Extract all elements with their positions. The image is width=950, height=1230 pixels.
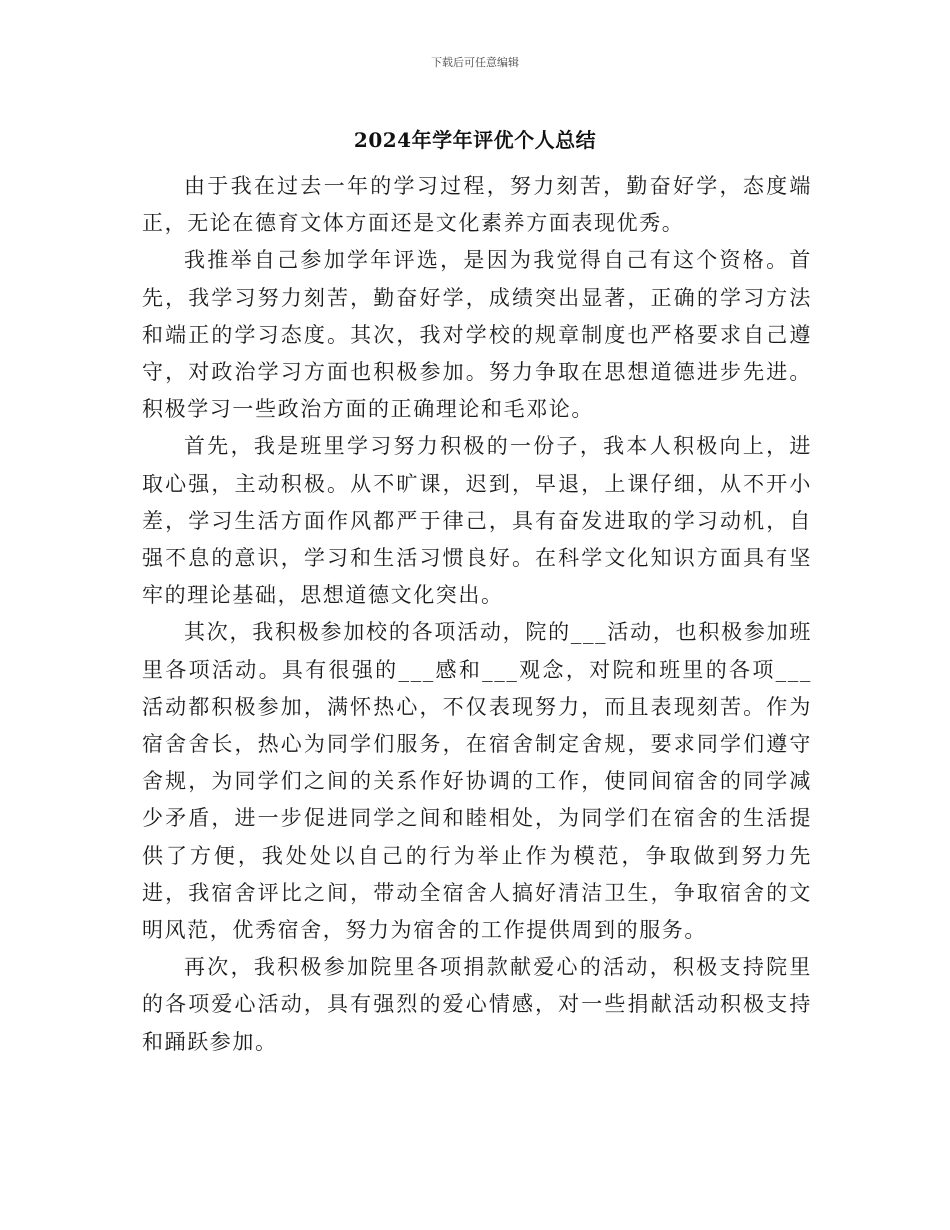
paragraph-3: 首先，我是班里学习努力积极的一份子，我本人积极向上，进取心强，主动积极。从不旷课，迟到，早退，上课仔细，从不开小差，学习生活方面作风都严于律己，具有奋发进取的学习动机，自强不息的意识，学习和生活习惯良好。在科学文化知识方面具有坚牢的理论基础，思想道德文化突出。 bbox=[142, 434, 812, 608]
document-title: 2024年学年评优个人总结 bbox=[353, 128, 597, 152]
paragraph-4: 其次，我积极参加校的各项活动，院的___活动，也积极参加班里各项活动。具有很强的___感和___观念，对院和班里的各项___活动都积极参加，满怀热心，不仅表现努力，而且表现刻苦。作为宿舍舍长，热心为同学们服务，在宿舍制定舍规，要求同学们遵守舍规，为同学们之间的关系作好协调的工作，使同间宿舍的同学减少矛盾，进一步促进同学之间和睦相处，为同学们在宿舍的生活提供了方便，我处处以自己的行为举止作为模范，争取做到努力先进，我宿舍评比之间，带动全宿舍人搞好清洁卫生，争取宿舍的文明风范，优秀宿舍，努力为宿舍的工作提供周到的服务。 bbox=[142, 620, 812, 943]
paragraph-5: 再次，我积极参加院里各项捐款献爱心的活动，积极支持院里的各项爱心活动，具有强烈的爱心情感，对一些捐献活动积极支持和踊跃参加。 bbox=[142, 955, 812, 1054]
paragraph-1: 由于我在过去一年的学习过程，努力刻苦，勤奋好学，态度端正，无论在德育文体方面还是文化素养方面表现优秀。 bbox=[142, 174, 812, 236]
document-body bbox=[142, 168, 812, 1061]
paragraph-2: 我推举自己参加学年评选，是因为我觉得自己有这个资格。首先，我学习努力刻苦，勤奋好学，成绩突出显著，正确的学习方法和端正的学习态度。其次，我对学校的规章制度也严格要求自己遵守，对政治学习方面也积极参加。努力争取在思想道德进步先进。积极学习一些政治方面的正确理论和毛邓论。 bbox=[142, 248, 812, 422]
header-note: 下载后可任意编辑 bbox=[431, 56, 519, 69]
